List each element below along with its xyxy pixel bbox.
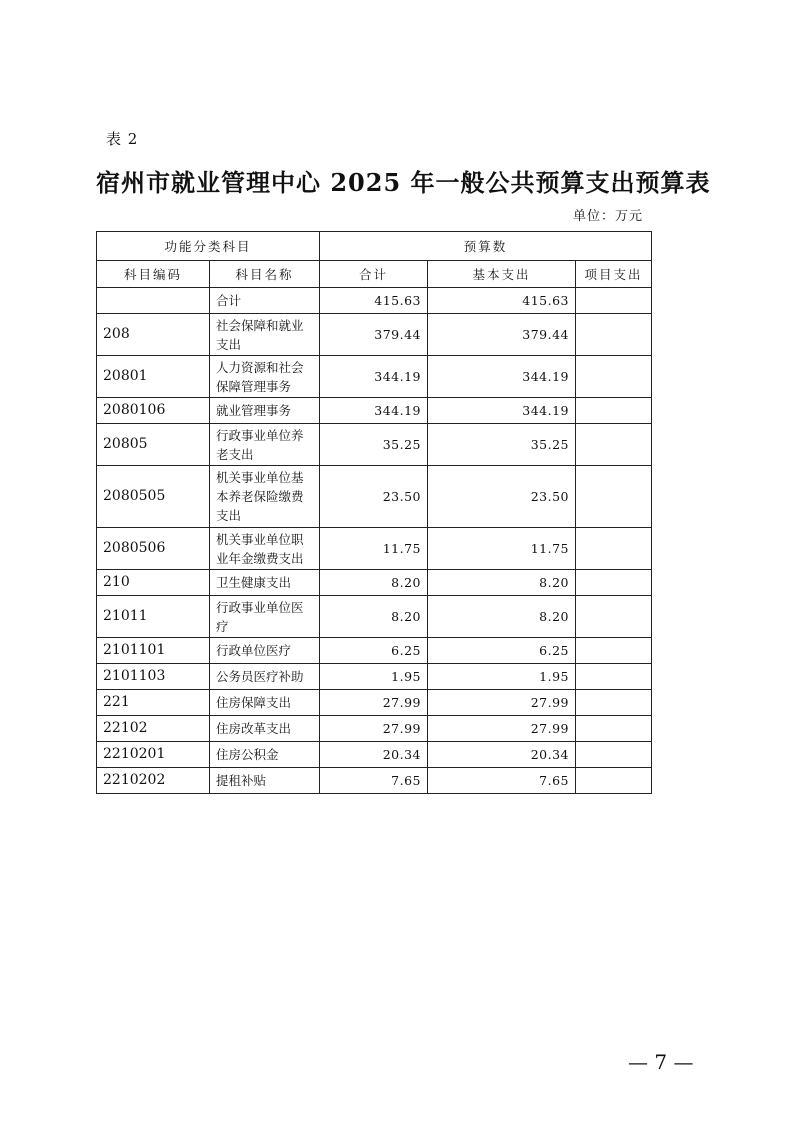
cell-project xyxy=(576,288,652,314)
cell-code xyxy=(97,288,210,314)
cell-project xyxy=(576,466,652,528)
cell-total: 11.75 xyxy=(320,528,428,570)
cell-total: 23.50 xyxy=(320,466,428,528)
page-number: — 7 — xyxy=(628,1050,694,1074)
cell-project xyxy=(576,716,652,742)
table-row xyxy=(97,356,652,398)
cell-basic: 7.65 xyxy=(428,768,576,794)
cell-project xyxy=(576,638,652,664)
cell-total: 1.95 xyxy=(320,664,428,690)
cell-total: 344.19 xyxy=(320,356,428,398)
cell-total: 8.20 xyxy=(320,570,428,596)
cell-name: 机关事业单位基本养老保险缴费支出 xyxy=(210,466,320,528)
cell-name: 合计 xyxy=(210,288,320,314)
cell-code: 2080506 xyxy=(97,528,210,570)
cell-total: 20.34 xyxy=(320,742,428,768)
cell-total: 7.65 xyxy=(320,768,428,794)
classification-header: 功能分类科目 xyxy=(97,232,320,261)
cell-total: 415.63 xyxy=(320,288,428,314)
budget-table-body xyxy=(97,232,652,794)
cell-basic: 8.20 xyxy=(428,570,576,596)
cell-name: 住房改革支出 xyxy=(210,716,320,742)
cell-code: 208 xyxy=(97,314,210,356)
cell-name: 住房公积金 xyxy=(210,742,320,768)
table-row xyxy=(97,288,652,314)
cell-project xyxy=(576,664,652,690)
cell-code: 2101101 xyxy=(97,638,210,664)
cell-name: 就业管理事务 xyxy=(210,398,320,424)
unit-label: 单位：万元 xyxy=(572,209,643,224)
column-header-project: 项目支出 xyxy=(576,261,652,288)
column-header-code: 科目编码 xyxy=(97,261,210,288)
cell-basic: 6.25 xyxy=(428,638,576,664)
table-row xyxy=(97,768,652,794)
cell-basic: 23.50 xyxy=(428,466,576,528)
cell-code: 20805 xyxy=(97,424,210,466)
cell-basic: 1.95 xyxy=(428,664,576,690)
cell-total: 8.20 xyxy=(320,596,428,638)
cell-code: 21011 xyxy=(97,596,210,638)
cell-project xyxy=(576,596,652,638)
cell-code: 2101103 xyxy=(97,664,210,690)
table-row xyxy=(97,716,652,742)
cell-code: 22102 xyxy=(97,716,210,742)
cell-name: 行政事业单位医疗 xyxy=(210,596,320,638)
cell-project xyxy=(576,570,652,596)
cell-total: 27.99 xyxy=(320,690,428,716)
cell-code: 2080106 xyxy=(97,398,210,424)
table-row xyxy=(97,664,652,690)
cell-project xyxy=(576,424,652,466)
cell-name: 住房保障支出 xyxy=(210,690,320,716)
cell-total: 35.25 xyxy=(320,424,428,466)
cell-project xyxy=(576,742,652,768)
cell-name: 社会保障和就业支出 xyxy=(210,314,320,356)
cell-basic: 35.25 xyxy=(428,424,576,466)
budget-table xyxy=(96,231,652,794)
cell-basic: 27.99 xyxy=(428,716,576,742)
table-row xyxy=(97,638,652,664)
cell-basic: 27.99 xyxy=(428,690,576,716)
cell-basic: 415.63 xyxy=(428,288,576,314)
cell-name: 卫生健康支出 xyxy=(210,570,320,596)
cell-code: 221 xyxy=(97,690,210,716)
column-header-name: 科目名称 xyxy=(210,261,320,288)
cell-name: 机关事业单位职业年金缴费支出 xyxy=(210,528,320,570)
table-row xyxy=(97,570,652,596)
table-row xyxy=(97,528,652,570)
column-header-basic: 基本支出 xyxy=(428,261,576,288)
cell-name: 行政单位医疗 xyxy=(210,638,320,664)
cell-code: 20801 xyxy=(97,356,210,398)
cell-basic: 20.34 xyxy=(428,742,576,768)
group-header-row xyxy=(97,232,652,261)
cell-project xyxy=(576,768,652,794)
cell-basic: 8.20 xyxy=(428,596,576,638)
column-header-total: 合计 xyxy=(320,261,428,288)
cell-basic: 344.19 xyxy=(428,356,576,398)
cell-name: 提租补贴 xyxy=(210,768,320,794)
cell-code: 2210201 xyxy=(97,742,210,768)
cell-project xyxy=(576,690,652,716)
table-row xyxy=(97,424,652,466)
table-label: 表 2 xyxy=(106,130,139,148)
budget-header: 预算数 xyxy=(320,232,652,261)
cell-code: 2080505 xyxy=(97,466,210,528)
cell-code: 2210202 xyxy=(97,768,210,794)
cell-project xyxy=(576,528,652,570)
cell-name: 公务员医疗补助 xyxy=(210,664,320,690)
table-row xyxy=(97,398,652,424)
table-row xyxy=(97,690,652,716)
cell-total: 27.99 xyxy=(320,716,428,742)
cell-name: 行政事业单位养老支出 xyxy=(210,424,320,466)
table-row xyxy=(97,742,652,768)
cell-total: 6.25 xyxy=(320,638,428,664)
page-title: 宿州市就业管理中心 2025 年一般公共预算支出预算表 xyxy=(96,168,711,197)
cell-project xyxy=(576,314,652,356)
cell-basic: 344.19 xyxy=(428,398,576,424)
cell-project xyxy=(576,398,652,424)
cell-total: 344.19 xyxy=(320,398,428,424)
column-header-row xyxy=(97,261,652,288)
cell-basic: 11.75 xyxy=(428,528,576,570)
cell-code: 210 xyxy=(97,570,210,596)
cell-project xyxy=(576,356,652,398)
cell-name: 人力资源和社会保障管理事务 xyxy=(210,356,320,398)
table-row xyxy=(97,466,652,528)
cell-basic: 379.44 xyxy=(428,314,576,356)
cell-total: 379.44 xyxy=(320,314,428,356)
table-row xyxy=(97,314,652,356)
table-row xyxy=(97,596,652,638)
